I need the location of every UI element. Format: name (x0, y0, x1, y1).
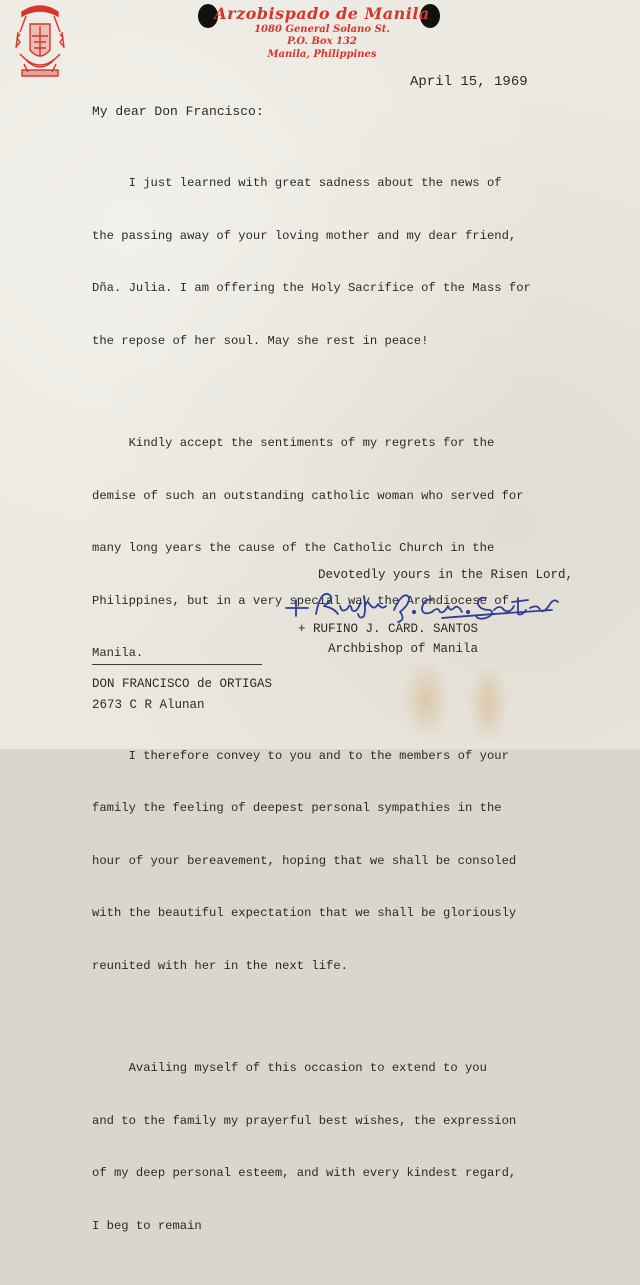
paragraph-line: I therefore convey to you and to the members of your (92, 748, 509, 763)
archdiocese-crest-icon (12, 2, 68, 80)
letter-date: April 15, 1969 (410, 74, 528, 90)
signer-name: + RUFINO J. CARD. SANTOS (298, 622, 479, 636)
paper-stain (468, 662, 508, 744)
paper-stain (402, 660, 450, 740)
salutation: My dear Don Francisco: (92, 104, 264, 119)
paragraph-line: reunited with her in the next life. (92, 958, 348, 973)
paragraph-line: many long years the cause of the Catholic Church in the (92, 541, 495, 555)
handwritten-signature (282, 584, 562, 624)
recipient-name: DON FRANCISCO de ORTIGAS (92, 677, 273, 691)
letterhead-city: Manila, Philippines (267, 48, 377, 60)
paragraph-line: Kindly accept the sentiments of my regrets for the (92, 436, 495, 450)
paragraph-line: Philippines, but in a very special way the Archdiocese of (92, 593, 509, 608)
paragraph-1 (92, 140, 612, 385)
letterhead-name: Arzobispado de Manila (214, 4, 430, 23)
closing-line: Devotedly yours in the Risen Lord, (318, 568, 574, 582)
paragraph-3 (92, 713, 612, 1011)
signer-title: Archbishop of Manila (328, 642, 479, 656)
letterhead-street: 1080 General Solano St. (254, 23, 390, 35)
recipient-block (92, 674, 272, 716)
letterhead-po-box: P.O. Box 132 (287, 36, 357, 48)
paragraph-line: of my deep personal esteem, and with every kindest regard, (92, 1166, 517, 1180)
paragraph-4 (92, 1025, 612, 1270)
paragraph-line: family the feeling of deepest personal sympathies in the (92, 801, 502, 815)
letterhead (212, 6, 432, 60)
recipient-address: 2673 C R Alunan (92, 698, 205, 712)
paragraph-line: hour of your bereavement, hoping that we shall be consoled (92, 853, 517, 868)
paragraph-line: I beg to remain (92, 1218, 202, 1233)
paragraph-line: demise of such an outstanding catholic woman who served for (92, 488, 524, 503)
paragraph-line: Dña. Julia. I am offering the Holy Sacrifice of the Mass for (92, 281, 531, 295)
paragraph-line: Availing myself of this occasion to extend to you (92, 1061, 487, 1075)
divider-line (92, 664, 262, 665)
paragraph-line: the repose of her soul. May she rest in peace! (92, 333, 429, 348)
paragraph-line: Manila. (92, 646, 144, 660)
paragraph-line: and to the family my prayerful best wishes, the expression (92, 1113, 517, 1128)
paragraph-line: I just learned with great sadness about the news of (92, 176, 502, 190)
paragraph-line: the passing away of your loving mother and my dear friend, (92, 228, 517, 243)
paragraph-line: with the beautiful expectation that we shall be gloriously (92, 906, 517, 920)
